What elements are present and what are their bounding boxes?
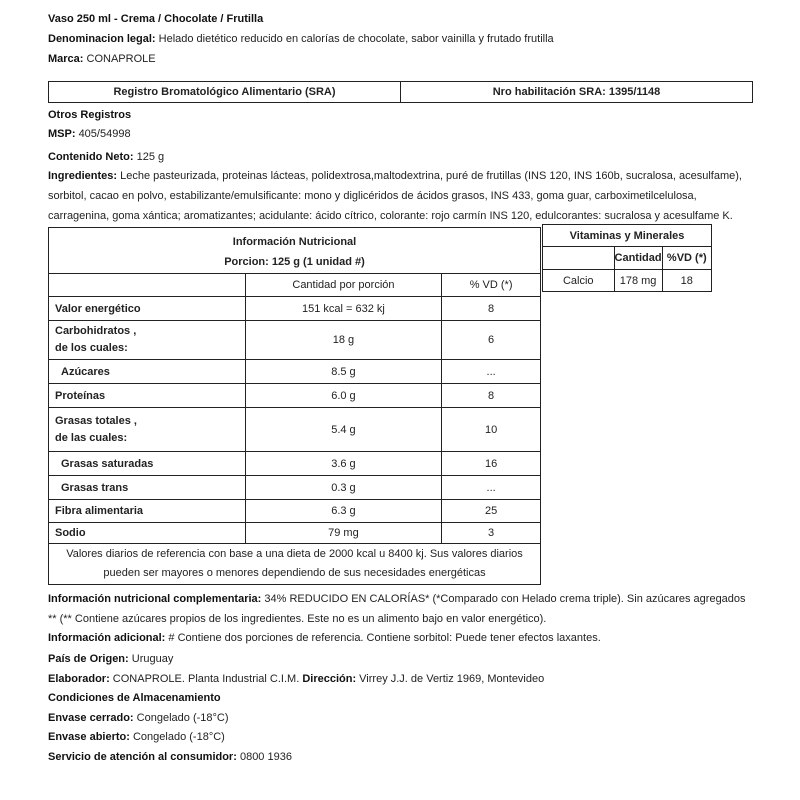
table-row: Grasas trans 0.3 g ... — [49, 476, 541, 500]
nutrition-columns-row — [49, 274, 541, 297]
servicio-line: Servicio de atención al consumidor: 0800 1936 — [48, 751, 292, 763]
envase-abierto-line: Envase abierto: Congelado (-18°C) — [48, 731, 225, 743]
vitaminas-table — [542, 224, 712, 292]
nutrition-footnote-row — [49, 544, 541, 585]
table-row: Calcio 178 mg 18 — [543, 270, 712, 292]
product-title: Vaso 250 ml - Crema / Chocolate / Frutilla — [48, 13, 264, 25]
table-row: Grasas saturadas 3.6 g 16 — [49, 452, 541, 476]
table-row: Valor energético 151 kcal = 632 kj 8 — [49, 297, 541, 321]
elaborador-line: Elaborador: CONAPROLE. Planta Industrial C.I.M. Dirección: Virrey J.J. de Vertiz 1969, Montevideo — [48, 673, 545, 685]
origen-line: País de Origen: Uruguay — [48, 653, 174, 665]
sra-box — [48, 81, 753, 103]
table-row: Azúcares 8.5 g ... — [49, 360, 541, 384]
nutrition-header-row — [49, 228, 541, 274]
almacenamiento-heading: Condiciones de Almacenamiento — [48, 692, 221, 704]
vit-col-vd: %VD (*) — [662, 247, 711, 270]
table-row: Proteínas 6.0 g 8 — [49, 384, 541, 408]
table-row: Sodio 79 mg 3 — [49, 523, 541, 544]
vit-col-cantidad: Cantidad — [614, 247, 662, 270]
vitaminas-title: Vitaminas y Minerales — [543, 225, 712, 247]
denominacion-line: Denominacion legal: Helado dietético reducido en calorías de chocolate, sabor vainilla y frutado frutilla — [48, 33, 554, 45]
col-cantidad: Cantidad por porción — [245, 274, 442, 297]
nutrition-table — [48, 227, 541, 585]
col-vd: % VD (*) — [442, 274, 541, 297]
table-row: Fibra alimentaria 6.3 g 25 — [49, 500, 541, 523]
nutrition-title: Información Nutricional — [232, 235, 357, 248]
complementaria-paragraph: Información nutricional complementaria: 34% REDUCIDO EN CALORÍAS* (*Comparado con Helado crema triple). Sin azúcares agregados ** (** Contiene azúcares propios de los ingredientes. Este no es un alimento bajo en valor energético). — [48, 593, 746, 625]
contenido-line: Contenido Neto: 125 g — [48, 151, 165, 163]
ingredientes-paragraph: Ingredientes: Leche pasteurizada, proteinas lácteas, polidextrosa,maltodextrina, puré de frutillas (INS 120, INS 160b, sucralosa, acesulfame), sorbitol, cacao en polvo, estabilizante/emulsificante: mono y diglicéridos de ácidos grasos, INS 433, goma guar, carboximetilcelulosa, carragenina, goma xántica; aromatizantes; acidulante: ácido cítrico, colorante: rojo carmín INS 120, edulcorantes: sucralosa y acesulfame K. — [48, 170, 742, 222]
sra-registro: Registro Bromatológico Alimentario (SRA) — [49, 82, 401, 102]
envase-cerrado-line: Envase cerrado: Congelado (-18°C) — [48, 712, 229, 724]
msp-line: MSP: 405/54998 — [48, 128, 131, 140]
nutrition-porcion: Porcion: 125 g (1 unidad #) — [224, 255, 365, 268]
table-row: Carbohidratos , de los cuales: 18 g 6 — [49, 321, 541, 360]
table-row: Grasas totales , de las cuales: 5.4 g 10 — [49, 408, 541, 452]
otros-registros-heading: Otros Registros — [48, 109, 132, 121]
adicional-line: Información adicional: # Contiene dos porciones de referencia. Contiene sorbitol: Puede tener efectos laxantes. — [48, 632, 601, 644]
nutrition-footnote: Valores diarios de referencia con base a una dieta de 2000 kcal u 8400 kj. Sus valores diarios pueden ser mayores o menores dependiendo de sus necesidades energéticas — [49, 544, 541, 585]
marca-line: Marca: CONAPROLE — [48, 53, 156, 65]
sra-habilitacion: Nro habilitación SRA: 1395/1148 — [492, 86, 661, 98]
